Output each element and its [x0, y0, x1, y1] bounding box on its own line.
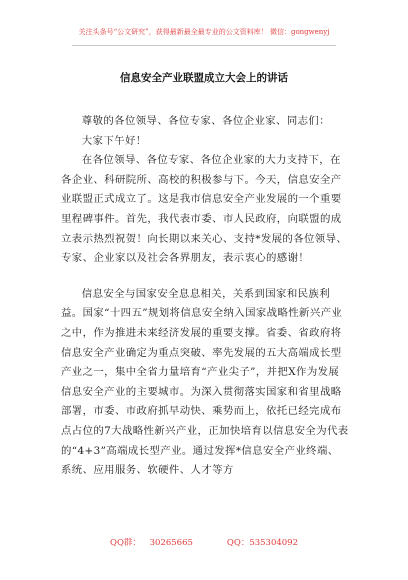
footer-qq: QQ：535304092 — [226, 538, 298, 548]
document-title: 信息安全产业联盟成立大会上的讲话 — [120, 72, 288, 84]
header-notice: 关注头条号“公文研究”，获得最新最全最专业的公文资料库！ 微信：gongwenyj — [78, 28, 330, 36]
footer-contact — [0, 536, 408, 548]
document-body — [61, 112, 349, 481]
paragraph-gap — [61, 269, 349, 285]
salutation: 尊敬的各位领导、各位专家、各位企业家、同志们： — [81, 115, 330, 127]
paragraph-2: 信息安全与国家安全息息相关，关系到国家和民族利益。国家“十四五”规划将信息安全纳入国家战略性新兴产业之中，作为推进未来经济发展的重要支撑。省委、省政府将信息安全产业确定为重点突破、率先发展的五大高端成长型产业之一，集中全省力量培育“产业尖子”，并把X作为发展信息安全产业的主要城市。为深入贯彻落实国家和省里战略部署，市委、市政府抓早动快、乘势而上，依托已经完成布点占位的7大战略性新兴产业，正加快培育以信息安全为代表的“4+3”高端成长型产业。通过发挥*信息安全产业终端、系统、应用服务、软硬件、人才等方 — [61, 287, 349, 477]
paragraph-1: 在各位领导、各位专家、各位企业家的大力支持下，在各企业、科研院所、高校的积极参与下。今天，信息安全产业联盟正式成立了。这是我市信息安全产业发展的一个重要里程碑事件。首先，我代表市委、市人民政府，向联盟的成立表示热烈祝贺！向长期以来关心、支持*发展的各位领导、专家、企业家以及社会各界朋友，表示衷心的感谢！ — [61, 154, 348, 265]
header-divider — [72, 45, 336, 46]
greeting: 大家下午好！ — [81, 134, 147, 147]
footer-qq-group: QQ群： 30265665 — [109, 538, 193, 548]
